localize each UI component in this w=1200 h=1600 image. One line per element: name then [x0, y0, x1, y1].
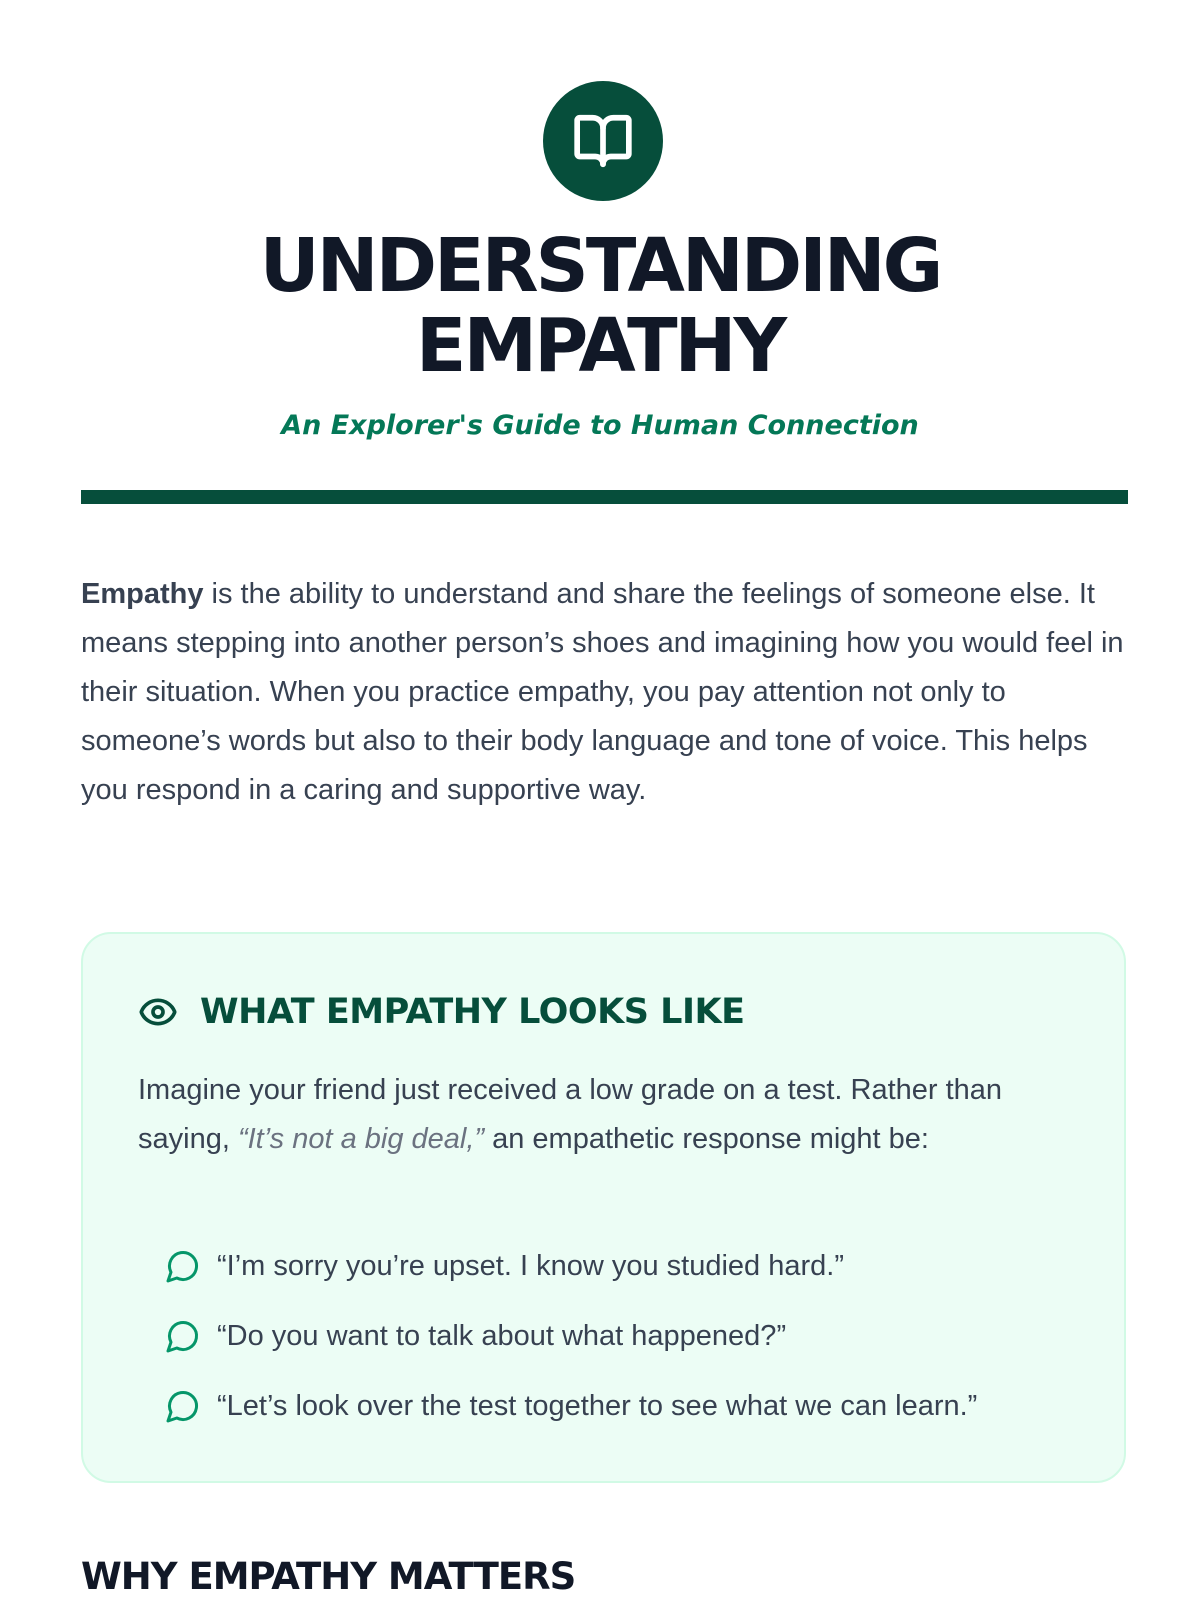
list-item-text: “Do you want to talk about what happened?”: [217, 1319, 787, 1352]
callout-text-after: an empathetic response might be:: [484, 1123, 929, 1155]
list-item: [165, 1231, 977, 1301]
speech-bubble-icon: [165, 1318, 201, 1354]
callout-heading: [138, 988, 745, 1036]
title-divider: [81, 490, 1128, 504]
list-item: [165, 1371, 977, 1441]
empathetic-responses-list: [165, 1231, 977, 1441]
intro-term: Empathy: [81, 578, 204, 610]
list-item-text: “Let’s look over the test together to see what we can learn.”: [217, 1389, 978, 1422]
page-subtitle: An Explorer's Guide to Human Connection: [281, 410, 919, 441]
eye-icon: [138, 992, 178, 1032]
section-heading-why-empathy-matters: WHY EMPATHY MATTERS: [81, 1555, 576, 1598]
list-item-text: “I’m sorry you’re upset. I know you studied hard.”: [217, 1249, 844, 1282]
open-book-icon: [572, 110, 634, 172]
empathy-example-callout: [81, 932, 1126, 1483]
list-item: [165, 1301, 977, 1371]
page-title-line-1: UNDERSTANDING: [259, 223, 941, 309]
page-title: [100, 223, 1100, 389]
page-title-line-2: EMPATHY: [415, 303, 785, 389]
intro-paragraph: [81, 570, 1131, 815]
logo-badge: [543, 81, 663, 201]
callout-text-before: Imagine your friend just received a low grade on a test. Rather than saying,: [138, 1074, 1003, 1155]
callout-text: [138, 1066, 1078, 1164]
speech-bubble-icon: [165, 1388, 201, 1424]
callout-quote: “It’s not a big deal,”: [237, 1123, 485, 1155]
intro-text: is the ability to understand and share the feelings of someone else. It means stepping into another person’s shoes and imagining how you would feel in their situation. When you practice empathy, you pay attention not only to someone’s words but also to their body language and tone of voice. This helps you respond in a caring and supportive way.: [81, 578, 1124, 806]
speech-bubble-icon: [165, 1248, 201, 1284]
callout-title: WHAT EMPATHY LOOKS LIKE: [200, 992, 745, 1032]
